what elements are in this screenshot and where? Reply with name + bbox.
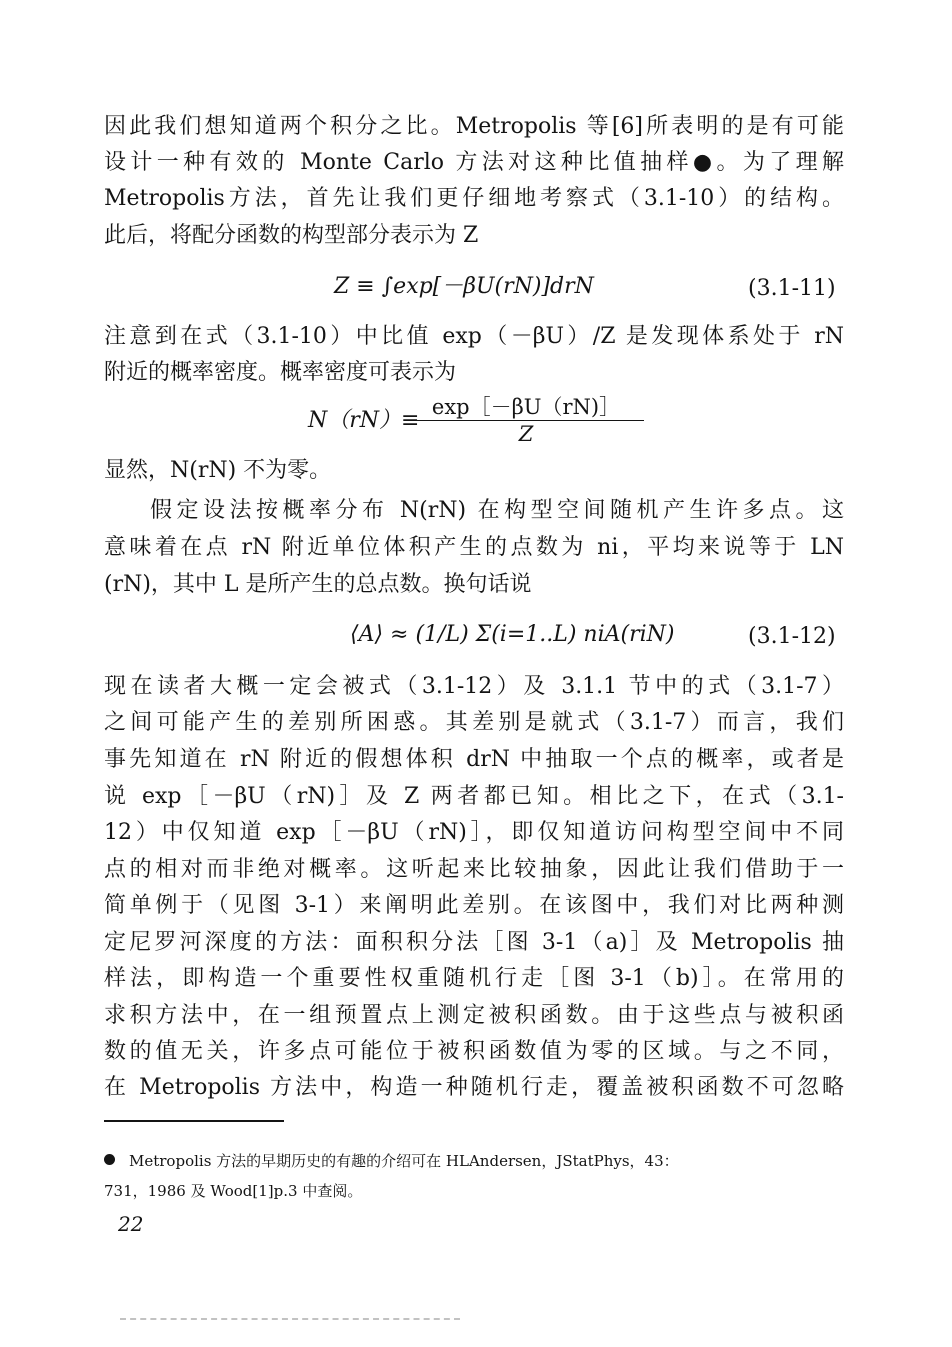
text-line: 因此我们想知道两个积分之比。Metropolis 等[6]所表明的是有可能: [104, 114, 844, 139]
text-line: 在 Metropolis 方法中，构造一种随机行走，覆盖被积函数不可忽略: [104, 1075, 844, 1100]
density-equation-lhs: N（rN）≡: [308, 408, 420, 433]
footnote-bullet-icon: [104, 1154, 115, 1165]
equation-number: (3.1-11): [748, 276, 836, 301]
footnote-line: 731，1986 及 Wood[1]p.3 中查阅。: [104, 1182, 363, 1200]
text-line: (rN)，其中 L 是所产生的总点数。换句话说: [104, 572, 532, 597]
equation-3-1-12: ⟨A⟩ ≈ (1/L) Σ(i=1..L) niA(riN): [350, 622, 675, 647]
text-line: 说 exp［－βU（rN)］及 Z 两者都已知。相比之下，在式（3.1-: [104, 784, 844, 809]
text-line: 意味着在点 rN 附近单位体积产生的点数为 ni，平均来说等于 LN: [104, 535, 844, 560]
text-line: 点的相对而非绝对概率。这听起来比较抽象，因此让我们借助于一: [104, 857, 844, 882]
text-line: 求积方法中，在一组预置点上测定被积函数。由于这些点与被积函: [104, 1003, 844, 1028]
text-line: 事先知道在 rN 附近的假想体积 drN 中抽取一个点的概率，或者是: [104, 747, 844, 772]
text-line: Metropolis方法，首先让我们更仔细地考察式（3.1-10）的结构。: [104, 186, 844, 211]
text-line: 之间可能产生的差别所困惑。其差别是就式（3.1-7）而言，我们: [104, 710, 844, 735]
text-line: 注意到在式（3.1-10）中比值 exp（－βU）/Z 是发现体系处于 rN: [104, 324, 844, 349]
text-line: 此后，将配分函数的构型部分表示为 Z: [104, 223, 479, 248]
fraction-numerator: exp［－βU（rN)］: [408, 394, 644, 421]
text-line: 假定设法按概率分布 N(rN) 在构型空间随机产生许多点。这: [150, 498, 844, 523]
equation-number: (3.1-12): [748, 624, 836, 649]
text-line: 现在读者大概一定会被式（3.1-12）及 3.1.1 节中的式（3.1-7）: [104, 674, 844, 699]
footnote-line: [104, 1150, 844, 1172]
footnote-text: Metropolis 方法的早期历史的有趣的介绍可在 HLAndersen，JStatPhys，43：: [129, 1152, 679, 1170]
text-line: 显然，N(rN) 不为零。: [104, 458, 332, 483]
text-line: 样法，即构造一个重要性权重随机行走［图 3-1（b)］。在常用的: [104, 966, 844, 991]
text-line: 附近的概率密度。概率密度可表示为: [104, 360, 457, 385]
equation-3-1-11: Z ≡ ∫exp[－βU(rN)]drN: [334, 274, 594, 299]
text-line: 数的值无关，许多点可能位于被积函数值为零的区域。与之不同，: [104, 1039, 844, 1064]
footnote-rule: [104, 1120, 284, 1122]
page-number: 22: [118, 1212, 144, 1236]
scan-artifact: [120, 1318, 460, 1323]
fraction-denominator: Z: [518, 422, 534, 446]
density-fraction: [408, 394, 644, 447]
text-line: 设计一种有效的 Monte Carlo 方法对这种比值抽样●。为了理解: [104, 150, 844, 175]
text-line: 12）中仅知道 exp［－βU（rN)］，即仅知道访问构型空间中不同: [104, 820, 844, 845]
text-line: 定尼罗河深度的方法：面积积分法［图 3-1（a)］及 Metropolis 抽: [104, 930, 844, 955]
text-line: 简单例于（见图 3-1）来阐明此差别。在该图中，我们对比两种测: [104, 893, 844, 918]
